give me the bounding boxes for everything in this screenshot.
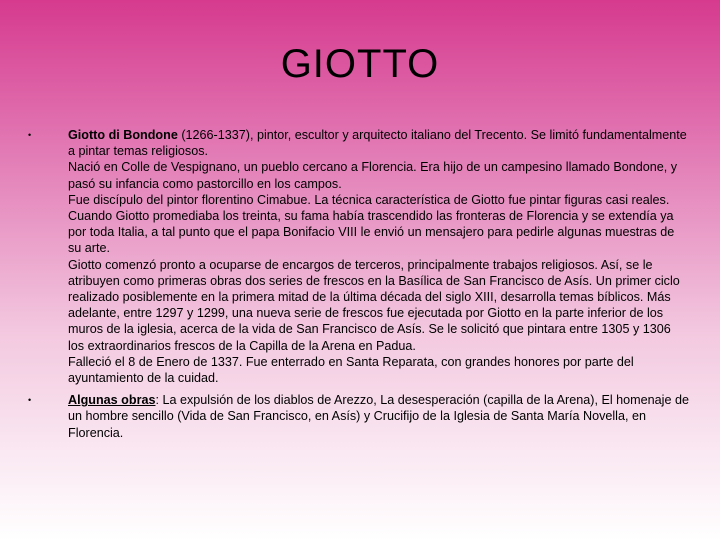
paragraph-birth: Nació en Colle de Vespignano, un pueblo cercano a Florencia. Era hijo de un campesino llamado Bondone, y pasó su infancia como pastorcillo en los campos. [68,160,678,191]
paragraph-fame: Cuando Giotto promediaba los treinta, su fama había trascendido las fronteras de Florencia y se extendía ya por toda Italia, a tal punto que el papa Bonifacio VIII le envió un mensajero para pedirle algunas muestras de su arte. [68,209,675,256]
works-text: : La expulsión de los diablos de Arezzo, La desesperación (capilla de la Arena), El homenaje de un hombre sencillo (Vida de San Francisco, en Asís) y Crucifijo de la Iglesia de Santa María Novella, en Florencia. [68,393,689,440]
paragraph-intro [68,127,690,159]
bullet-text [40,127,690,386]
paragraph-training: Fue discípulo del pintor florentino Cimabue. La técnica característica de Giotto fue pintar figuras casi reales. [68,192,670,207]
slide-title: GIOTTO [280,42,440,86]
slide-body [28,127,690,441]
artist-name: Giotto di Bondone [68,128,178,142]
works-heading: Algunas obras [68,393,156,408]
paragraph-death: Falleció el 8 de Enero de 1337. Fue enterrado en Santa Reparata, con grandes honores por parte del ayuntamiento de la cuidad. [68,354,634,386]
bullet-item-biography [28,127,690,386]
paragraph-works-list [68,392,690,441]
paragraph-works: Giotto comenzó pronto a ocuparse de encargos de terceros, principalmente trabajos religiosos. Así, se le atribuyen como primeras obras dos series de frescos en la Basílica de San Francisco de Asís. Un primer ciclo realizado posiblemente en la primera mitad de la última década del siglo XIII, desarrolla temas bíblicos. Más adelante, entre 1297 y 1299, una nueva serie de frescos fue ejecutada por Giotto en la parte inferior de los muros de la iglesia, acerca de la vida de San Francisco de Asís. Se le solicitó que pintara entre 1305 y 1306 los extraordinarios frescos de la Capilla de la Arena en Padua. [68,257,680,353]
bullet-text [40,392,690,441]
bullet-item-works [28,392,690,441]
bullet-marker: • [28,130,32,140]
intro-text: (1266-1337), pintor, escultor y arquitecto italiano del Trecento. Se limitó fundamentalmente a pintar temas religiosos. [68,128,687,159]
bullet-marker: • [28,395,32,406]
